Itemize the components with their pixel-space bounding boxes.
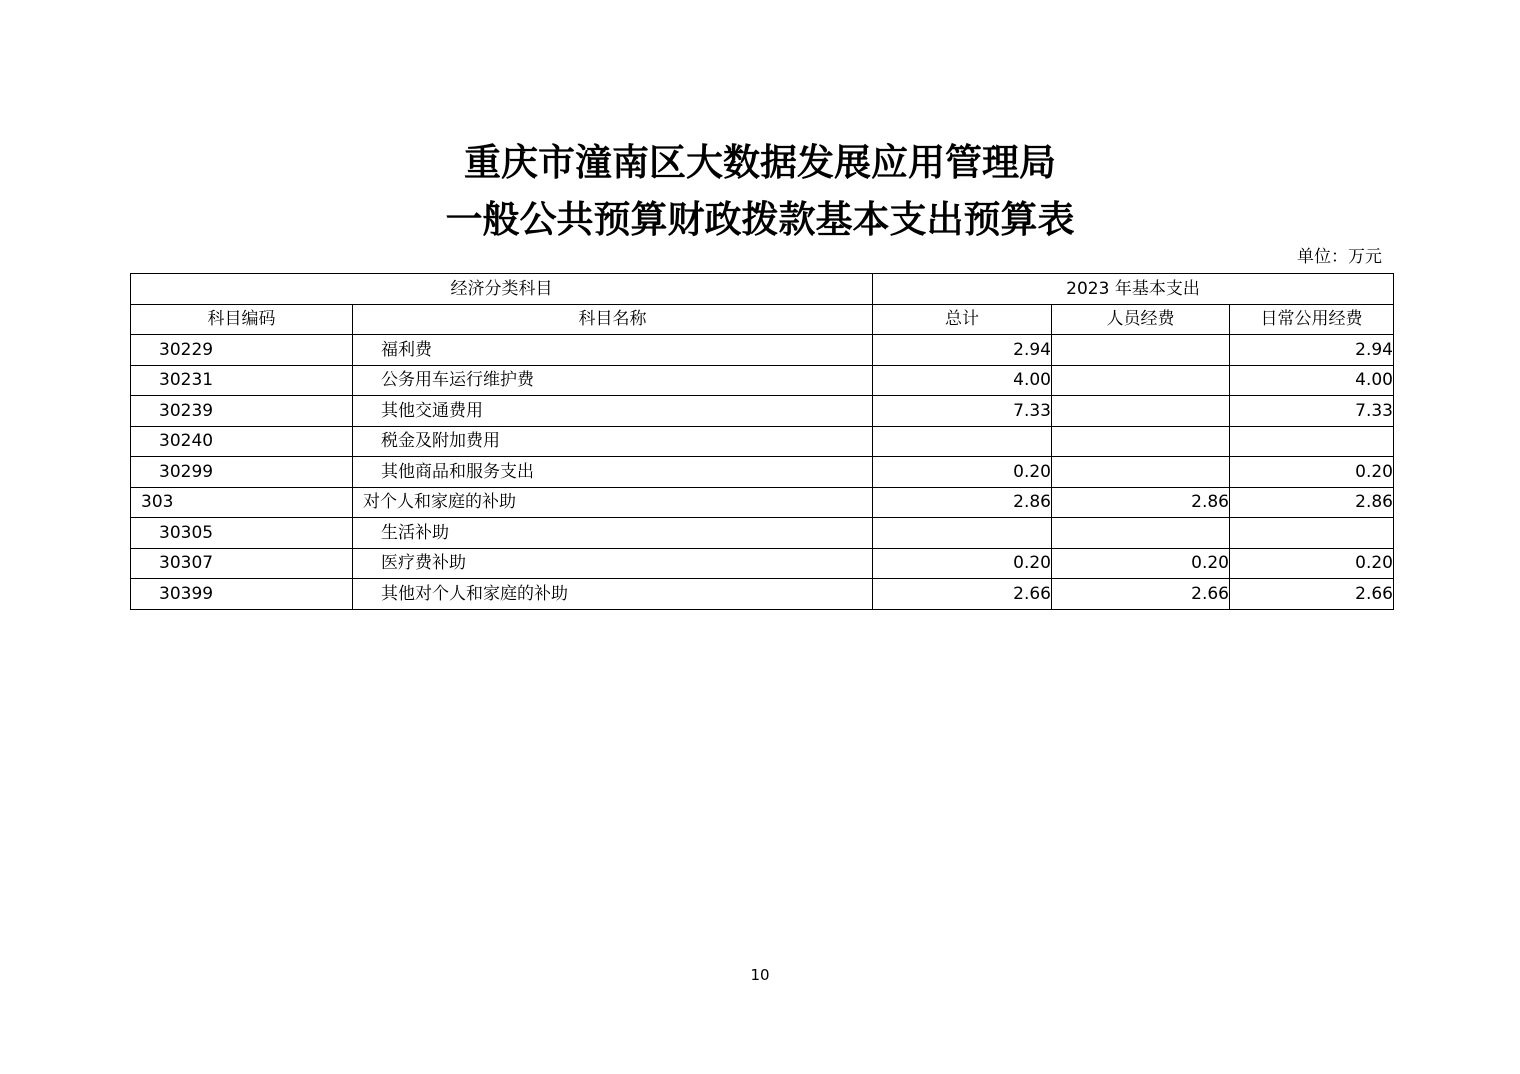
- header-public: 日常公用经费: [1230, 304, 1394, 335]
- row-name: 福利费: [353, 335, 873, 366]
- row-name: 其他交通费用: [353, 396, 873, 427]
- row-public: 0.20: [1230, 548, 1394, 579]
- row-personnel: [1052, 518, 1230, 549]
- row-name: 其他商品和服务支出: [353, 457, 873, 488]
- page-number: 10: [750, 966, 770, 984]
- group-header-row: [131, 274, 1394, 305]
- row-code: 30305: [131, 518, 353, 549]
- row-total: 2.94: [873, 335, 1052, 366]
- row-code: 30399: [131, 579, 353, 610]
- row-code: 30299: [131, 457, 353, 488]
- row-code: 30231: [131, 365, 353, 396]
- row-public: 4.00: [1230, 365, 1394, 396]
- table-row: [131, 548, 1394, 579]
- row-name: 医疗费补助: [353, 548, 873, 579]
- header-code: 科目编码: [131, 304, 353, 335]
- header-name: 科目名称: [353, 304, 873, 335]
- page-title-line-2: 一般公共预算财政拨款基本支出预算表: [445, 197, 1075, 241]
- row-total: [873, 518, 1052, 549]
- row-personnel: [1052, 335, 1230, 366]
- row-code: 30307: [131, 548, 353, 579]
- row-public: 2.66: [1230, 579, 1394, 610]
- row-name: 其他对个人和家庭的补助: [353, 579, 873, 610]
- row-personnel: [1052, 396, 1230, 427]
- row-total: [873, 426, 1052, 457]
- header-year-expense: 2023 年基本支出: [873, 274, 1394, 305]
- header-econ-class: 经济分类科目: [131, 274, 873, 305]
- row-public: 2.86: [1230, 487, 1394, 518]
- row-public: 7.33: [1230, 396, 1394, 427]
- table-row: [131, 579, 1394, 610]
- table-row: [131, 487, 1394, 518]
- table-row: [131, 457, 1394, 488]
- row-public: [1230, 426, 1394, 457]
- header-total: 总计: [873, 304, 1052, 335]
- table-row: [131, 396, 1394, 427]
- table-row: [131, 426, 1394, 457]
- row-name: 公务用车运行维护费: [353, 365, 873, 396]
- row-code: 303: [131, 487, 353, 518]
- row-personnel: [1052, 457, 1230, 488]
- row-total: 0.20: [873, 548, 1052, 579]
- table-row: [131, 335, 1394, 366]
- budget-table: [130, 273, 1394, 610]
- unit-label: 单位：万元: [1297, 247, 1382, 267]
- row-personnel: 2.86: [1052, 487, 1230, 518]
- row-name: 生活补助: [353, 518, 873, 549]
- row-personnel: 2.66: [1052, 579, 1230, 610]
- row-name: 税金及附加费用: [353, 426, 873, 457]
- row-code: 30240: [131, 426, 353, 457]
- row-total: 2.66: [873, 579, 1052, 610]
- row-code: 30239: [131, 396, 353, 427]
- row-total: 2.86: [873, 487, 1052, 518]
- row-public: 2.94: [1230, 335, 1394, 366]
- row-name: 对个人和家庭的补助: [353, 487, 873, 518]
- row-public: [1230, 518, 1394, 549]
- header-personnel: 人员经费: [1052, 304, 1230, 335]
- row-total: 4.00: [873, 365, 1052, 396]
- table-row: [131, 518, 1394, 549]
- row-personnel: [1052, 365, 1230, 396]
- row-total: 7.33: [873, 396, 1052, 427]
- column-header-row: [131, 304, 1394, 335]
- table-row: [131, 365, 1394, 396]
- row-public: 0.20: [1230, 457, 1394, 488]
- row-code: 30229: [131, 335, 353, 366]
- page-title-line-1: 重庆市潼南区大数据发展应用管理局: [464, 140, 1056, 184]
- row-total: 0.20: [873, 457, 1052, 488]
- row-personnel: 0.20: [1052, 548, 1230, 579]
- row-personnel: [1052, 426, 1230, 457]
